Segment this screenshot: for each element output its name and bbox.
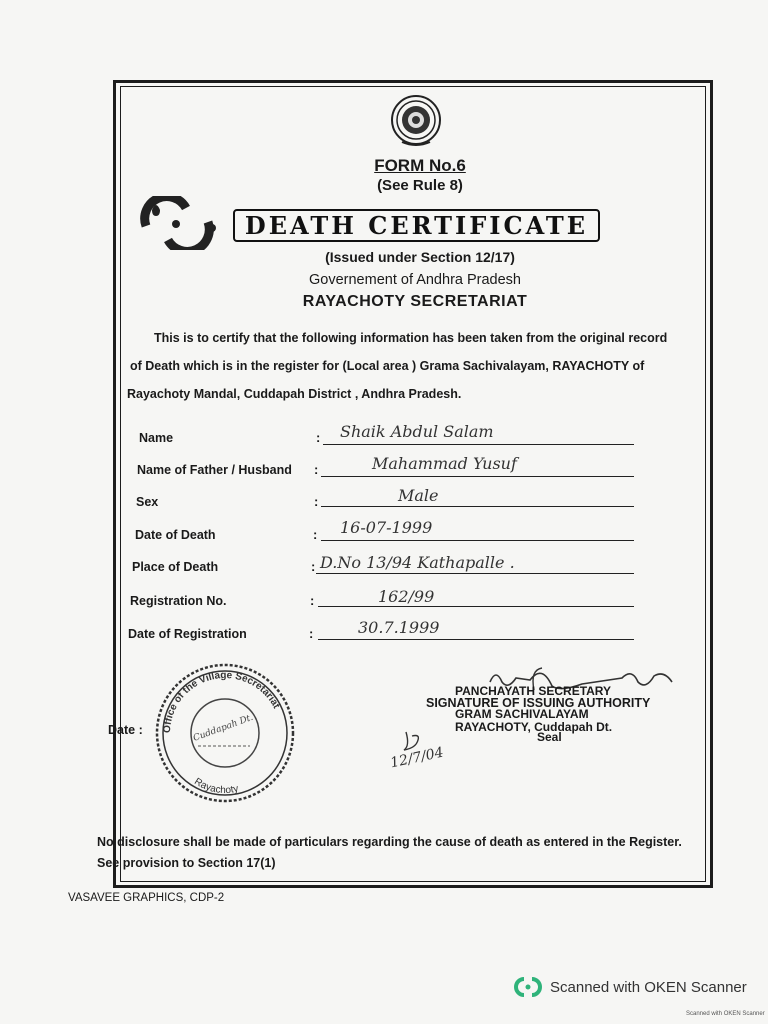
field-value-date-of-registration: 30.7.1999 <box>358 618 440 637</box>
panchayath-secretary: PANCHAYATH SECRETARY <box>455 684 612 698</box>
field-value-place-of-death: D.No 13/94 Kathapalle . <box>320 553 515 572</box>
scanner-watermark <box>514 977 747 997</box>
handwritten-date: 12/7/04 <box>388 744 446 772</box>
field-label-sex: Sex <box>136 495 159 509</box>
field-line <box>316 573 634 574</box>
field-value-sex: Male <box>398 486 439 505</box>
field-colon: : <box>313 527 318 542</box>
field-label-place-of-death: Place of Death <box>132 560 219 574</box>
stamp-outer-text: Office of the Village Secretariat <box>161 669 282 734</box>
intro-line-1: This is to certify that the following information has been taken from the original record <box>154 331 668 345</box>
form-number: FORM No.6 <box>374 156 466 175</box>
initials-scribble <box>400 728 430 754</box>
field-colon: : <box>309 626 314 641</box>
state-emblem-icon <box>388 94 444 150</box>
issued-under: (Issued under Section 12/17) <box>325 249 515 265</box>
field-colon: : <box>316 430 321 445</box>
date-label: Date : <box>108 723 143 737</box>
field-colon: : <box>310 593 315 608</box>
scanner-small-label: Scanned with OKEN Scanner <box>686 1011 765 1017</box>
field-line <box>321 540 634 541</box>
certificate-title-box <box>233 209 600 242</box>
health-logo-icon <box>136 196 218 250</box>
field-line <box>323 444 634 445</box>
field-line <box>318 606 634 607</box>
gram-sachivalayam: GRAM SACHIVALAYAM <box>455 707 589 721</box>
signature-authority: SIGNATURE OF ISSUING AUTHORITY <box>426 696 651 710</box>
field-colon: : <box>311 559 316 574</box>
field-colon: : <box>314 462 319 477</box>
field-label-date-of-registration: Date of Registration <box>128 627 247 641</box>
field-line <box>318 639 634 640</box>
government-name: Governement of Andhra Pradesh <box>309 272 521 288</box>
certificate-title: DEATH CERTIFICATE <box>244 211 589 240</box>
field-value-father: Mahammad Yusuf <box>372 454 517 473</box>
svg-text:Rayachoty <box>192 776 239 796</box>
stamp-inner-text: Cuddapah Dt. <box>191 712 255 744</box>
field-label-date-of-death: Date of Death <box>135 528 216 542</box>
field-label-father: Name of Father / Husband <box>137 463 292 477</box>
office-stamp <box>150 662 300 804</box>
scanner-label: Scanned with OKEN Scanner <box>550 978 747 996</box>
oken-scanner-icon <box>514 977 542 997</box>
rayachoty-cuddapah: RAYACHOTY, Cuddapah Dt. <box>455 720 613 734</box>
field-value-name: Shaik Abdul Salam <box>340 422 494 441</box>
rule-reference: (See Rule 8) <box>377 177 463 194</box>
field-label-name: Name <box>139 431 174 445</box>
field-value-registration-no: 162/99 <box>378 587 435 606</box>
disclosure-note: No disclosure shall be made of particulars regarding the cause of death as entered in the Register. <box>97 835 682 849</box>
field-label-registration-no: Registration No. <box>130 594 227 608</box>
stamp-bottom-text: Rayachoty <box>192 776 240 797</box>
secretariat-name: RAYACHOTY SECRETARIAT <box>302 293 528 310</box>
field-line <box>321 476 634 477</box>
intro-line-3: Rayachoty Mandal, Cuddapah District , Andhra Pradesh. <box>127 387 462 401</box>
field-line <box>321 506 634 507</box>
section-provision: See provision to Section 17(1) <box>97 856 276 870</box>
field-colon: : <box>314 494 319 509</box>
field-value-date-of-death: 16-07-1999 <box>340 518 433 537</box>
intro-line-2: of Death which is in the register for (Local area ) Grama Sachivalayam, RAYACHOTY of <box>130 359 645 373</box>
seal-label: Seal <box>537 730 562 744</box>
printer-credit: VASAVEE GRAPHICS, CDP-2 <box>68 892 225 904</box>
